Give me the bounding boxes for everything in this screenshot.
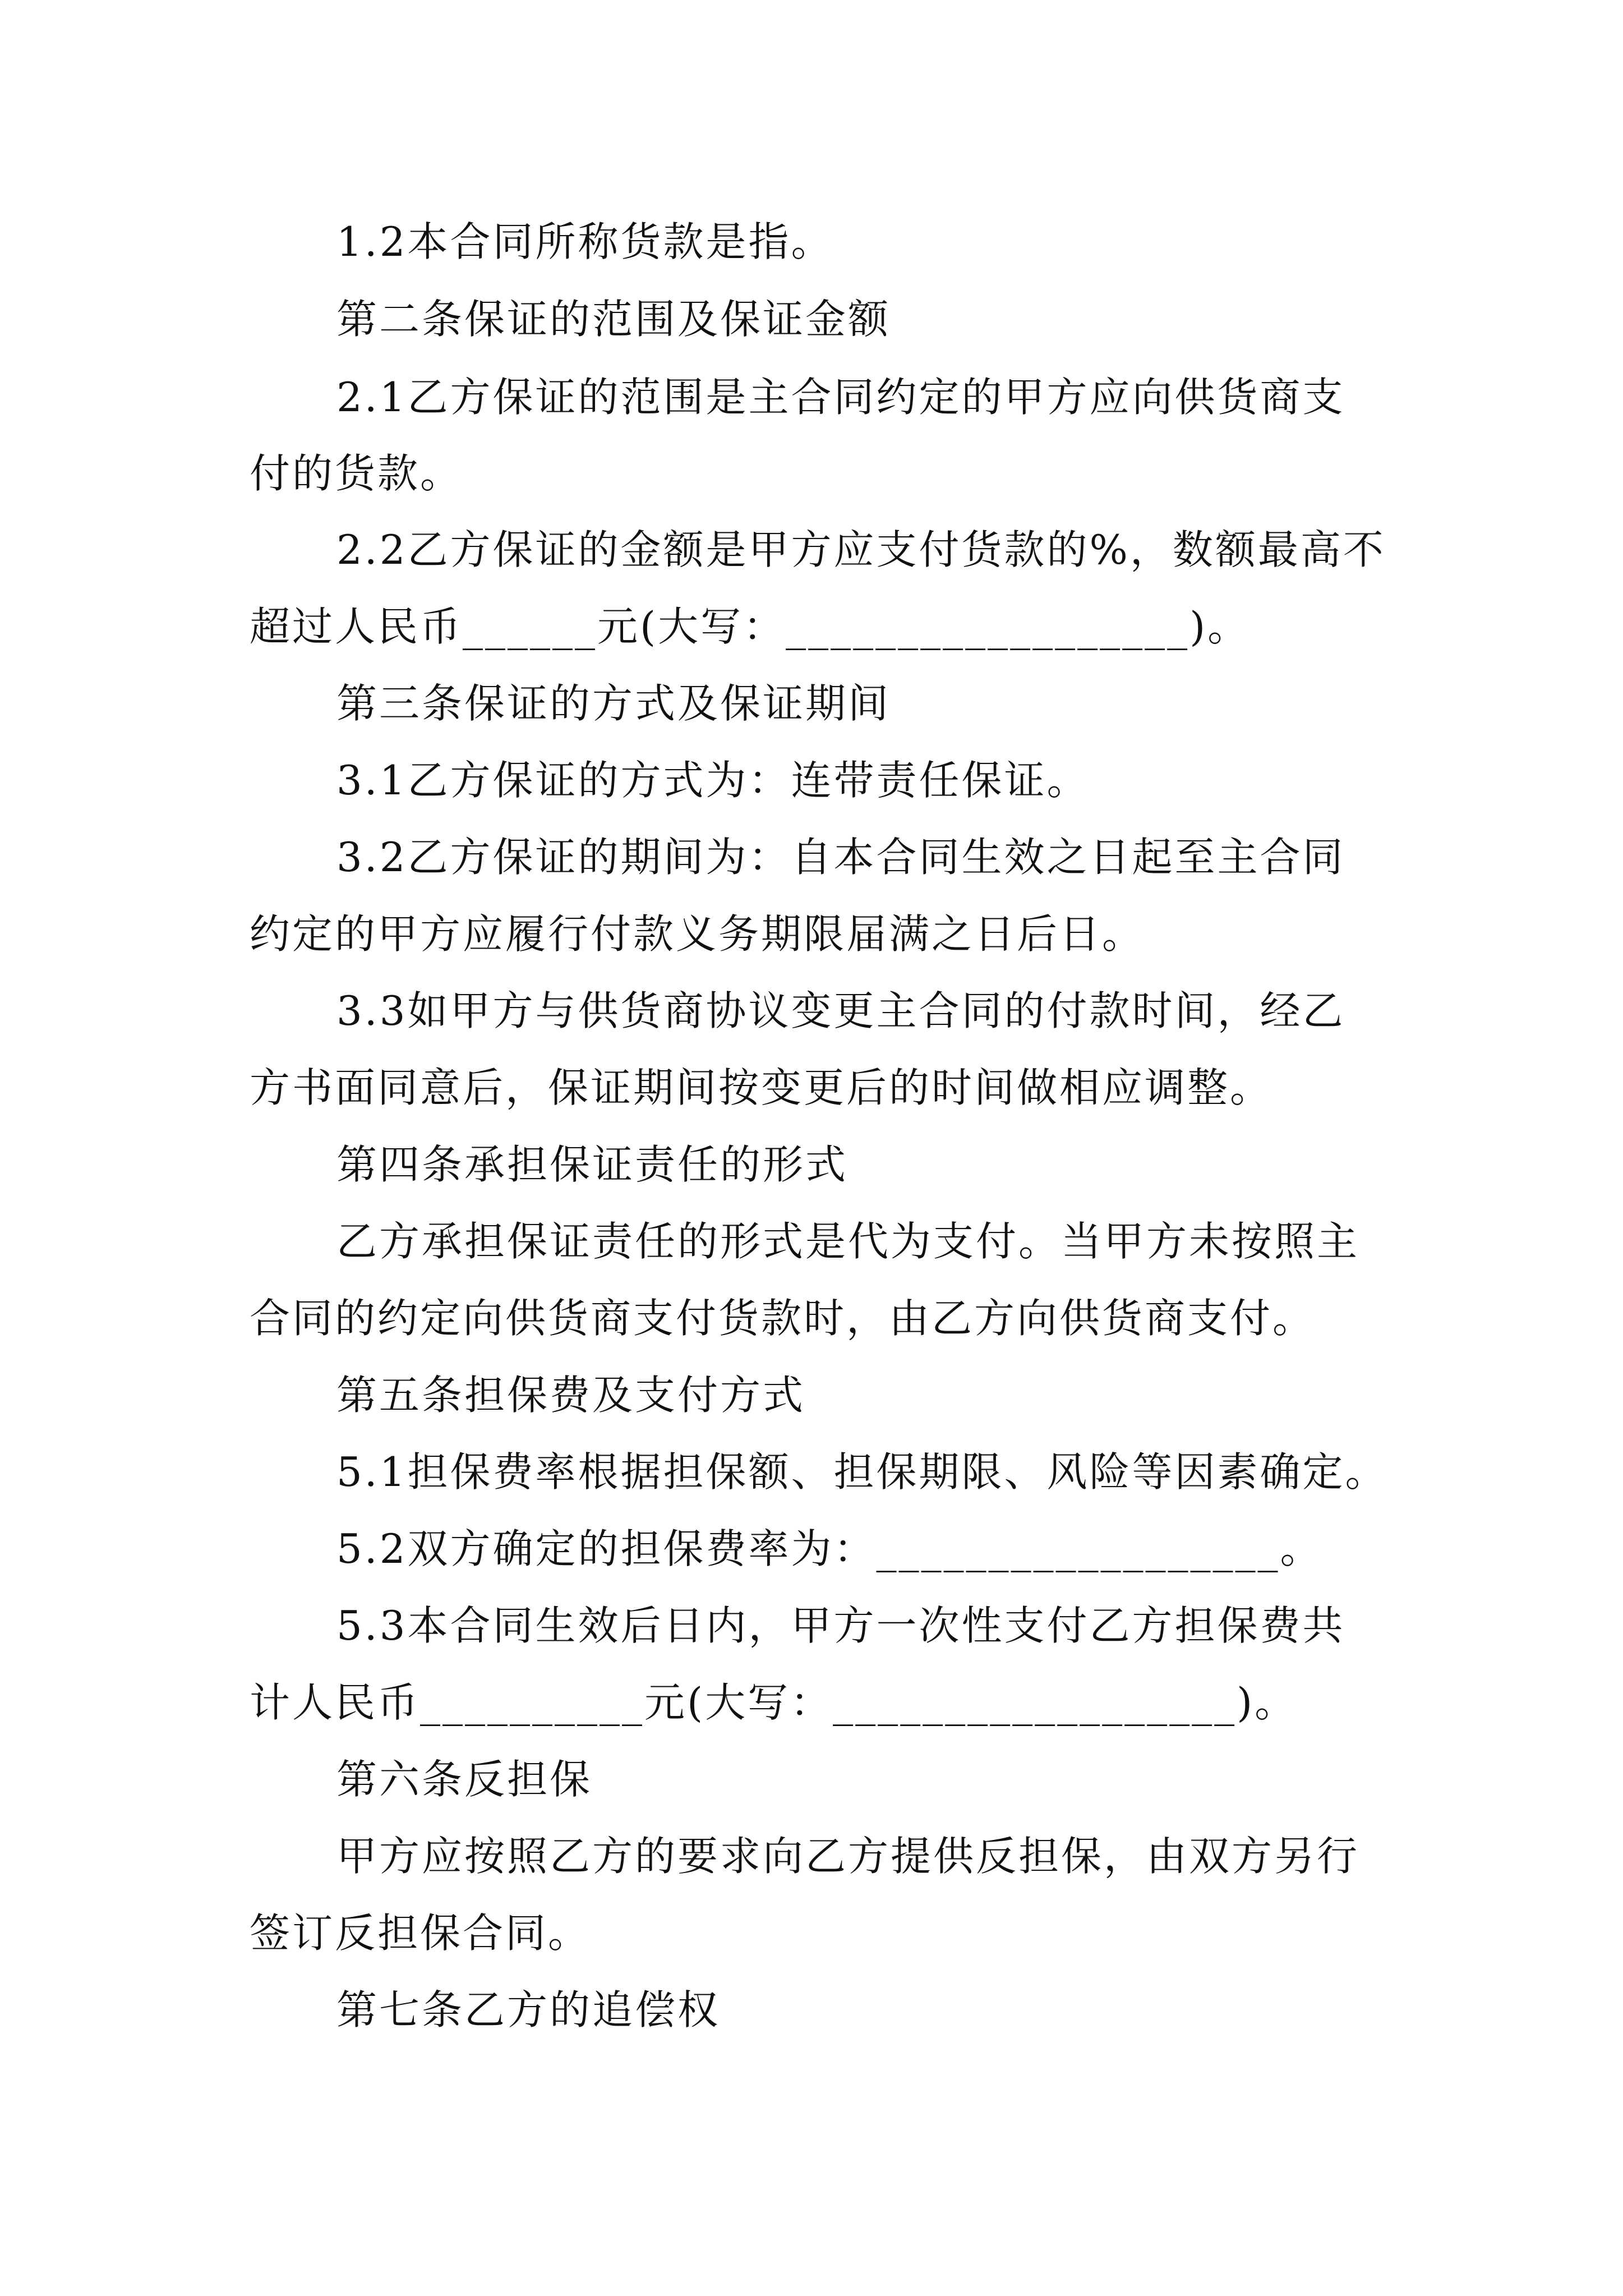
text-line-24: 第七条乙方的追偿权 [336, 1986, 721, 2033]
text-line-14: 乙方承担保证责任的形式是代为支付。当甲方未按照主 [336, 1218, 1360, 1265]
text-line-9: 3.2乙方保证的期间为：自本合同生效之日起至主合同 [336, 834, 1345, 881]
text-line-1: 1.2本合同所称货款是指。 [336, 218, 834, 265]
text-line-20: 计人民币__________元(大写：__________________)。 [250, 1679, 1298, 1726]
text-line-16: 第五条担保费及支付方式 [336, 1372, 806, 1419]
text-line-15: 合同的约定向供货商支付货款时，由乙方向供货商支付。 [250, 1295, 1316, 1342]
text-line-6: 超过人民币______元(大写：__________________)。 [250, 603, 1251, 650]
text-line-12: 方书面同意后，保证期间按变更后的时间做相应调整。 [250, 1064, 1273, 1111]
text-line-21: 第六条反担保 [336, 1756, 593, 1803]
text-line-7: 第三条保证的方式及保证期间 [336, 680, 891, 727]
text-line-22: 甲方应按照乙方的要求向乙方提供反担保，由双方另行 [336, 1833, 1360, 1880]
text-line-23: 签订反担保合同。 [250, 1910, 591, 1957]
text-line-3: 2.1乙方保证的范围是主合同约定的甲方应向供货商支 [336, 374, 1345, 421]
text-line-4: 付的货款。 [250, 450, 463, 497]
text-line-17: 5.1担保费率根据担保额、担保期限、风险等因素确定。 [336, 1448, 1388, 1496]
text-line-5: 2.2乙方保证的金额是甲方应支付货款的%，数额最高不 [336, 526, 1386, 573]
text-line-2: 第二条保证的范围及保证金额 [336, 296, 891, 343]
text-line-11: 3.3如甲方与供货商协议变更主合同的付款时间，经乙 [336, 987, 1345, 1034]
text-line-8: 3.1乙方保证的方式为：连带责任保证。 [336, 757, 1090, 804]
text-line-18: 5.2双方确定的担保费率为：__________________。 [336, 1525, 1323, 1572]
text-line-19: 5.3本合同生效后日内，甲方一次性支付乙方担保费共 [336, 1602, 1345, 1649]
text-line-10: 约定的甲方应履行付款义务期限届满之日后日。 [250, 910, 1145, 958]
text-line-13: 第四条承担保证责任的形式 [336, 1141, 849, 1188]
